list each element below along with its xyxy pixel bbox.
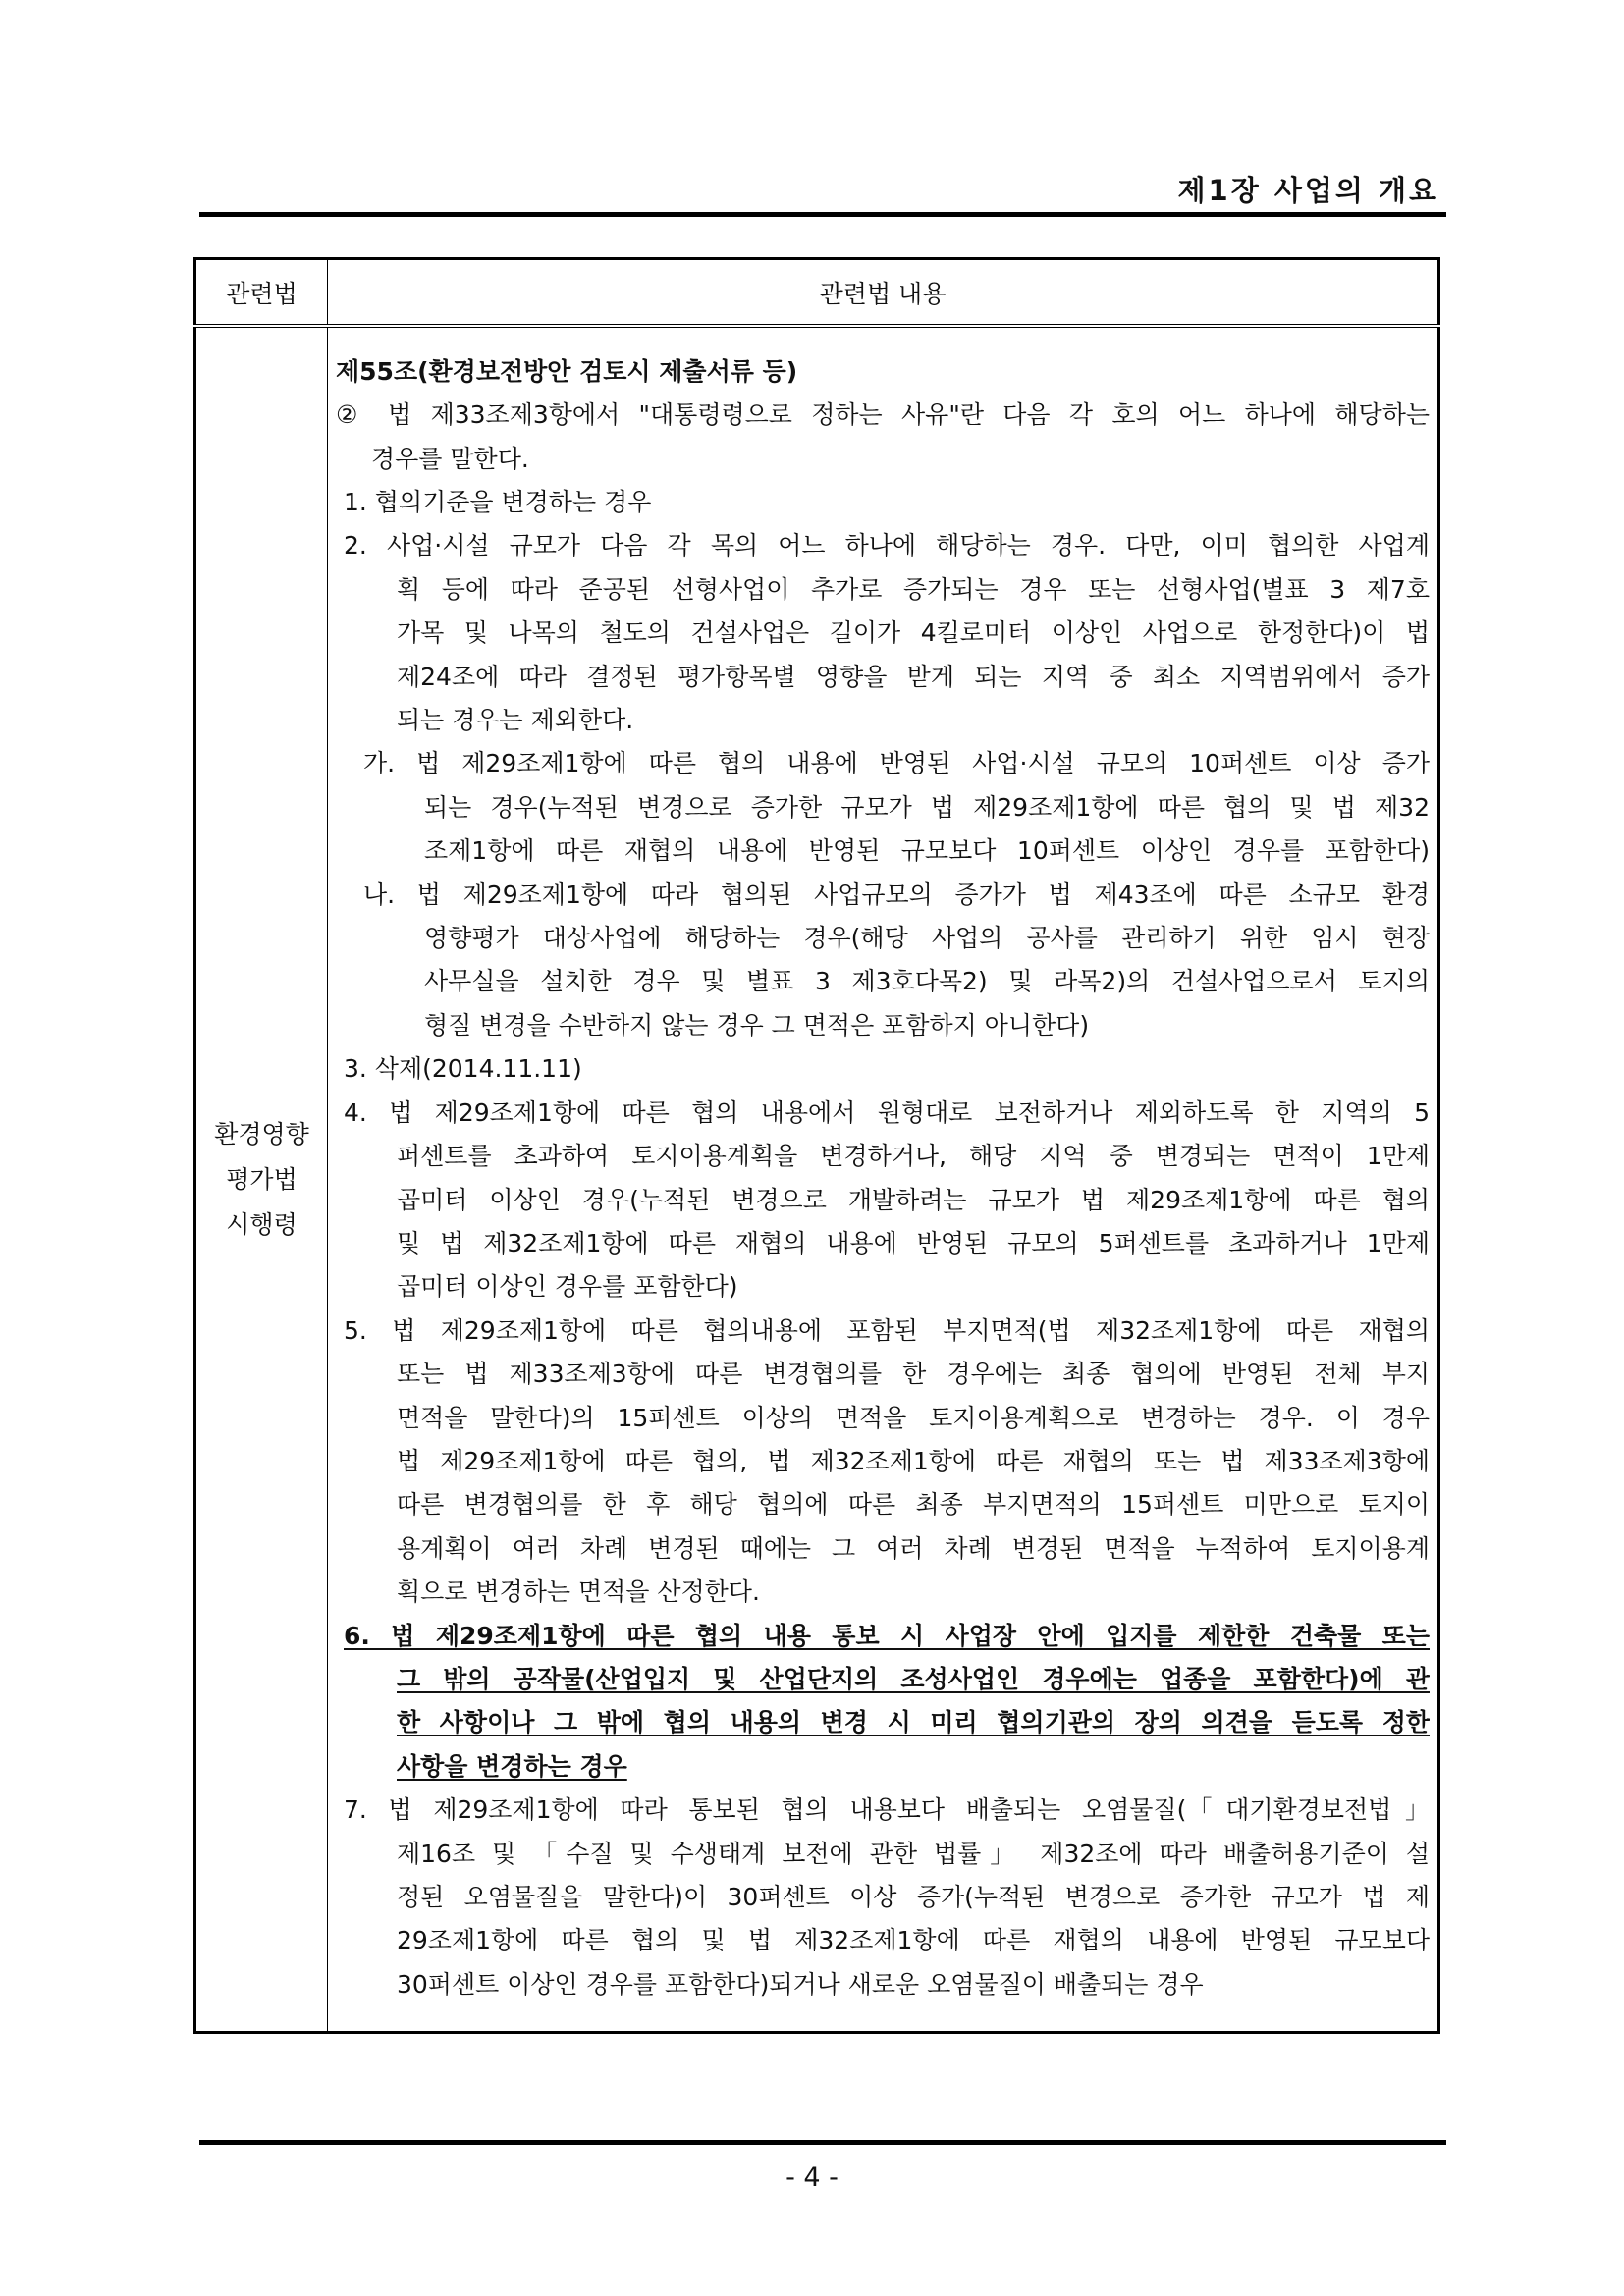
item-line: 7. 법 제29조제1항에 따라 통보된 협의 내용보다 배출되는 오염물질(「대기환경보전법」	[344, 1795, 1430, 1825]
item-line: 곱미터 이상인 경우(누적된 변경으로 개발하려는 규모가 법 제29조제1항에 따른 협의	[397, 1185, 1430, 1214]
item-line: 면적을 말한다)의 15퍼센트 이상의 면적을 토지이용계획으로 변경하는 경우. 이 경우	[397, 1403, 1430, 1432]
item-line: 5. 법 제29조제1항에 따른 협의내용에 포함된 부지면적(법 제32조제1항에 따른 재협의	[344, 1315, 1430, 1345]
amended-item-line: 6. 법 제29조제1항에 따른 협의 내용 통보 시 사업장 안에 입지를 제한한 건축물 또는	[344, 1621, 1430, 1650]
item-line: 곱미터 이상인 경우를 포함한다)	[397, 1272, 738, 1302]
law-name-cell	[195, 326, 328, 2033]
paragraph-line: ② 법 제33조제3항에서 "대통령령으로 정하는 사유"란 다음 각 호의 어느 하나에 해당하는	[336, 400, 1430, 430]
footer-rule	[199, 2140, 1446, 2145]
item-line: 정된 오염물질을 말한다)이 30퍼센트 이상 증가(누적된 변경으로 증가한 규모가 법 제	[397, 1883, 1430, 1911]
item-line: 법 제29조제1항에 따른 협의, 법 제32조제1항에 따른 재협의 또는 법 제33조제3항에	[397, 1446, 1430, 1475]
amended-item-line: 그 밖의 공작물(산업입지 및 산업단지의 조성사업인 경우에는 업종을 포함한다)에 관	[397, 1664, 1430, 1693]
law-name-line: 시행령	[226, 1209, 298, 1239]
law-name-line: 평가법	[226, 1164, 298, 1194]
column-header-related-law: 관련법	[195, 259, 328, 327]
subitem-line: 영향평가 대상사업에 해당하는 경우(해당 사업의 공사를 관리하기 위한 임시 현장	[424, 924, 1430, 953]
item-line: 제16조 및 「수질 및 수생태계 보전에 관한 법률」 제32조에 따라 배출허용기준이 설	[397, 1839, 1430, 1868]
amended-item-line: 한 사항이나 그 밖에 협의 내용의 변경 시 미리 협의기관의 장의 의견을 듣도록 정한	[397, 1708, 1430, 1737]
item-line: 29조제1항에 따른 협의 및 법 제32조제1항에 따른 재협의 내용에 반영된 규모보다	[397, 1926, 1430, 1955]
table-header-row	[195, 259, 1439, 327]
item-line: 획 등에 따라 준공된 선형사업이 추가로 증가되는 경우 또는 선형사업(별표 3 제7호	[397, 574, 1430, 604]
item-line: 3. 삭제(2014.11.11)	[344, 1054, 582, 1084]
item-line: 2. 사업·시설 규모가 다음 각 목의 어느 하나에 해당하는 경우. 다만, 이미 협의한 사업계	[344, 531, 1430, 561]
column-header-law-content: 관련법 내용	[328, 259, 1439, 327]
item-line: 1. 협의기준을 변경하는 경우	[344, 488, 652, 516]
paragraph-line: 경우를 말한다.	[371, 444, 529, 473]
item-line: 가목 및 나목의 철도의 건설사업은 길이가 4킬로미터 이상인 사업으로 한정한다)이 법	[397, 618, 1430, 648]
page-number: - 4 -	[785, 2163, 839, 2193]
item-line: 퍼센트를 초과하여 토지이용계획을 변경하거나, 해당 지역 중 변경되는 면적이 1만제	[397, 1142, 1430, 1171]
amended-item-line: 사항을 변경하는 경우	[397, 1751, 627, 1781]
subitem-line: 되는 경우(누적된 변경으로 증가한 규모가 법 제29조제1항에 따른 협의 및 법 제32	[424, 792, 1430, 822]
item-line: 또는 법 제33조제3항에 따른 변경협의를 한 경우에는 최종 협의에 반영된 전체 부지	[397, 1360, 1430, 1389]
item-line: 용계획이 여러 차례 변경된 때에는 그 여러 차례 변경된 면적을 누적하여 토지이용계	[397, 1533, 1430, 1563]
subitem-line: 가. 법 제29조제1항에 따른 협의 내용에 반영된 사업·시설 규모의 10퍼센트 이상 증가	[363, 749, 1430, 778]
item-line: 제24조에 따라 결정된 평가항목별 영향을 받게 되는 지역 중 최소 지역범위에서 증가	[397, 662, 1430, 691]
law-content-cell	[328, 326, 1439, 2033]
subitem-line: 사무실을 설치한 경우 및 별표 3 제3호다목2) 및 라목2)의 건설사업으로서 토지의	[424, 967, 1430, 996]
item-line: 및 법 제32조제1항에 따른 재협의 내용에 반영된 규모의 5퍼센트를 초과하거나 1만제	[397, 1228, 1430, 1257]
subitem-line: 형질 변경을 수반하지 않는 경우 그 면적은 포함하지 아니한다)	[424, 1010, 1090, 1040]
chapter-title: 제1장 사업의 개요	[1177, 174, 1439, 207]
law-table	[193, 257, 1440, 2034]
table-row	[195, 326, 1439, 2033]
article-title: 제55조(환경보전방안 검토시 제출서류 등)	[336, 356, 798, 386]
subitem-line: 나. 법 제29조제1항에 따라 협의된 사업규모의 증가가 법 제43조에 따른 소규모 환경	[363, 880, 1430, 909]
law-name-line: 환경영향	[214, 1119, 309, 1148]
subitem-line: 조제1항에 따른 재협의 내용에 반영된 규모보다 10퍼센트 이상인 경우를 포함한다)	[424, 836, 1430, 866]
header-rule	[199, 212, 1446, 217]
item-line: 따른 변경협의를 한 후 해당 협의에 따른 최종 부지면적의 15퍼센트 미만으로 토지이	[397, 1490, 1430, 1520]
item-line: 되는 경우는 제외한다.	[397, 706, 634, 735]
item-line: 30퍼센트 이상인 경우를 포함한다)되거나 새로운 오염물질이 배출되는 경우	[397, 1969, 1204, 1999]
item-line: 4. 법 제29조제1항에 따른 협의 내용에서 원형대로 보전하거나 제외하도록 한 지역의 5	[344, 1097, 1430, 1127]
item-line: 획으로 변경하는 면적을 산정한다.	[397, 1577, 760, 1607]
